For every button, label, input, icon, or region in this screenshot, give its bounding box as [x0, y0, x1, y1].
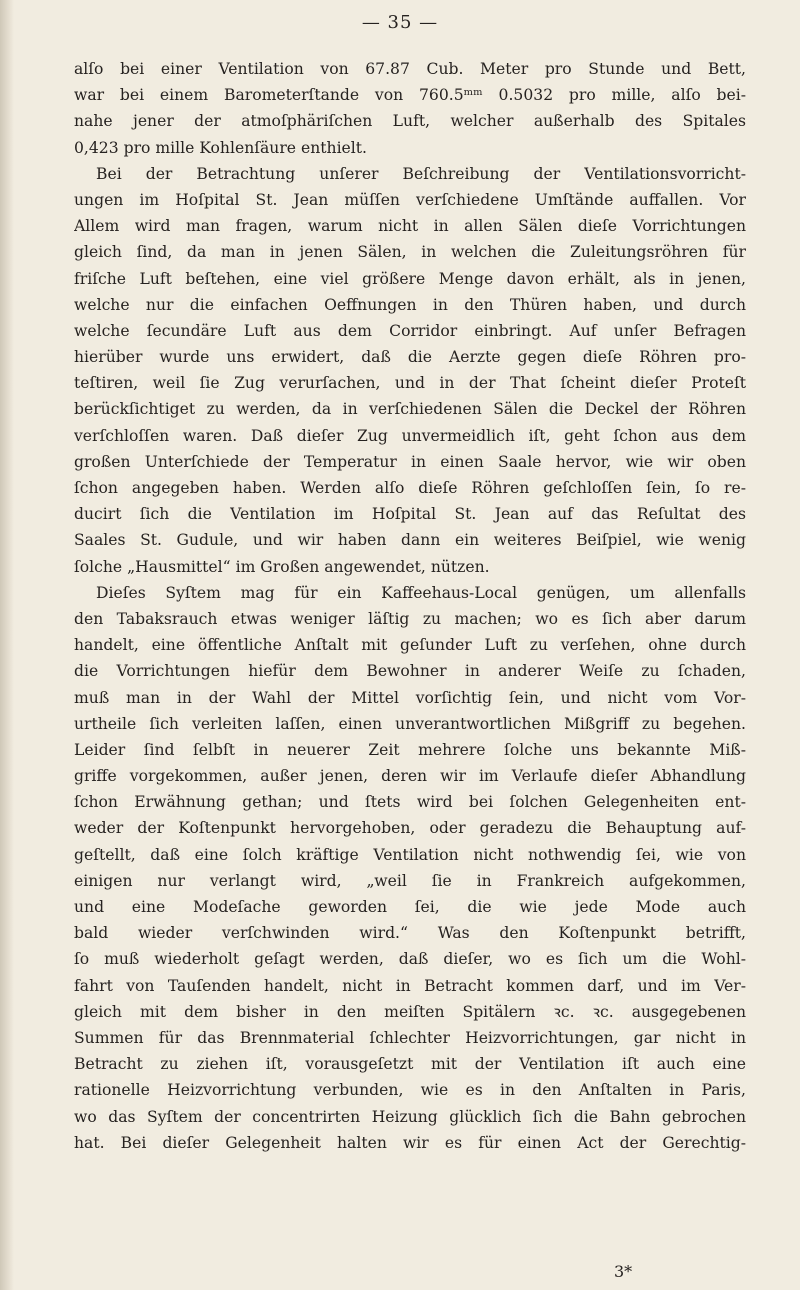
text-line: Bei der Betrachtung unſerer Beſchreibung der Ventilationsvorricht- — [96, 164, 746, 183]
text-line: geſtellt, daß eine ſolch kräftige Ventilation nicht nothwendig ſei, wie von — [74, 845, 746, 864]
text-line: großen Unterſchiede der Temperatur in einen Saale hervor, wie wir oben — [74, 452, 746, 471]
text-line: berückſichtiget zu werden, da in verſchiedenen Sälen die Deckel der Röhren — [74, 400, 746, 419]
text-line: und eine Modeſache geworden ſei, die wie jede Mode auch — [74, 898, 746, 916]
text-line: gleich ſind, da man in jenen Sälen, in welchen die Zuleitungsröhren für — [74, 243, 746, 262]
text-line: Betracht zu ziehen iſt, vorausgeſetzt mit der Ventilation iſt auch eine — [74, 1055, 746, 1074]
text-line: den Tabaksrauch etwas weniger läſtig zu machen; wo es ſich aber darum — [74, 609, 746, 628]
text-line: muß man in der Wahl der Mittel vorſichtig ſein, und nicht vom Vor- — [74, 688, 746, 707]
text-line: ſo muß wiederholt geſagt werden, daß dieſer, wo es ſich um die Wohl- — [74, 950, 746, 969]
text-line: handelt, eine öffentliche Anſtalt mit geſunder Luft zu verſehen, ohne durch — [74, 636, 746, 655]
text-line: verſchloſſen waren. Daß dieſer Zug unvermeidlich iſt, geht ſchon aus dem — [74, 426, 746, 445]
text-line: einigen nur verlangt wird, „weil ſie in Frankreich aufgekommen, — [74, 871, 746, 890]
text-line: welche nur die einfachen Oeffnungen in den Thüren haben, und durch — [74, 295, 746, 314]
page-edge-shadow — [0, 0, 14, 1290]
text-line: ungen im Hoſpital St. Jean müſſen verſchiedene Umſtände auffallen. Vor — [74, 190, 746, 209]
text-line: teſtiren, weil ſie Zug verurſachen, und in der That ſcheint dieſer Proteſt — [74, 374, 746, 393]
text-line: ſchon angegeben haben. Werden alſo dieſe Röhren geſchloſſen ſein, ſo re- — [74, 479, 746, 497]
text-line: gleich mit dem bisher in den meiſten Spitälern ꝛc. ꝛc. ausgegebenen — [74, 1002, 746, 1021]
text-line: bald wieder verſchwinden wird.“ Was den Koſtenpunkt betrifft, — [74, 924, 746, 943]
text-line: Summen für das Brennmaterial ſchlechter Heizvorrichtungen, gar nicht in — [74, 1028, 746, 1047]
text-line: Dieſes Syſtem mag für ein Kaffeehaus-Local genügen, um allenfalls — [96, 583, 746, 602]
text-line: hierüber wurde uns erwidert, daß die Aerzte gegen dieſe Röhren pro- — [74, 348, 746, 367]
text-line: war bei einem Barometerſtande von 760.5ᵐᵐ 0.5032 pro mille, alſo bei- — [74, 86, 746, 105]
text-line: friſche Luft beſtehen, eine viel größere Menge davon erhält, als in jenen, — [74, 269, 746, 288]
signature-mark: 3* — [614, 1262, 633, 1281]
text-line: ſolche „Hausmittel“ im Großen angewendet, nützen. — [74, 557, 490, 576]
text-line: hat. Bei dieſer Gelegenheit halten wir es für einen Act der Gerechtig- — [74, 1133, 746, 1152]
text-line: rationelle Heizvorrichtung verbunden, wie es in den Anſtalten in Paris, — [74, 1081, 746, 1100]
text-line: Leider ſind ſelbſt in neuerer Zeit mehrere ſolche uns bekannte Miß- — [74, 740, 746, 759]
text-line: weder der Koſtenpunkt hervorgehoben, oder geradezu die Behauptung auf- — [74, 819, 746, 838]
page-number: — 35 — — [361, 12, 439, 33]
text-line: urtheile ſich verleiten laſſen, einen unverantwortlichen Mißgriff zu begehen. — [74, 714, 746, 733]
text-line: wo das Syſtem der concentrirten Heizung glücklich ſich die Bahn gebrochen — [74, 1107, 746, 1126]
text-line: die Vorrichtungen hiefür dem Bewohner in anderer Weiſe zu ſchaden, — [74, 662, 746, 681]
text-line: 0,423 pro mille Kohlenſäure enthielt. — [74, 138, 367, 157]
text-line: welche ſecundäre Luft aus dem Corridor einbringt. Auf unſer Befragen — [74, 321, 746, 340]
text-line: alſo bei einer Ventilation von 67.87 Cub. Meter pro Stunde und Bett, — [74, 60, 746, 78]
text-line: ducirt ſich die Ventilation im Hoſpital St. Jean auf das Reſultat des — [74, 505, 746, 524]
text-line: fahrt von Tauſenden handelt, nicht in Betracht kommen darf, und im Ver- — [74, 976, 746, 995]
text-line: Allem wird man fragen, warum nicht in allen Sälen dieſe Vorrichtungen — [74, 217, 746, 236]
text-line: nahe jener der atmoſphäriſchen Luft, welcher außerhalb des Spitales — [74, 112, 746, 131]
body-text — [74, 56, 746, 1156]
text-line: griffe vorgekommen, außer jenen, deren wir im Verlaufe dieſer Abhandlung — [74, 767, 746, 786]
text-line: ſchon Erwähnung gethan; und ſtets wird bei ſolchen Gelegenheiten ent- — [74, 793, 746, 812]
text-line: Saales St. Gudule, und wir haben dann ein weiteres Beiſpiel, wie wenig — [74, 531, 746, 550]
